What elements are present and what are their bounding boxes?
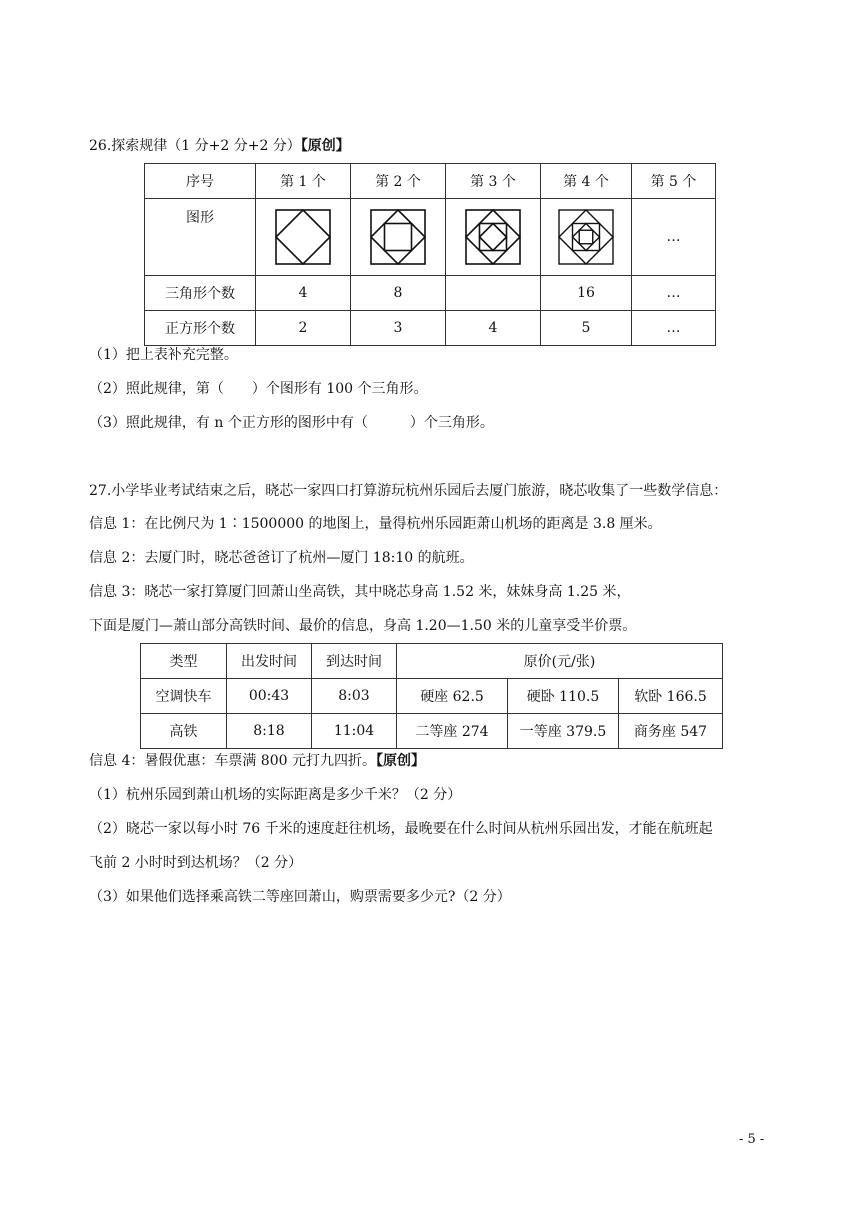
figure-2-cell — [351, 199, 446, 276]
figure-3-cell — [446, 199, 541, 276]
train-cell: 8:03 — [312, 679, 397, 714]
q26-title — [89, 137, 350, 155]
header-cell: 序号 — [145, 164, 256, 199]
q26-sub2: （2）照此规律，第（ ）个图形有 100 个三角形。 — [89, 381, 428, 397]
square-count-cell: 4 — [446, 311, 541, 346]
figure-1 — [273, 207, 333, 267]
q27-info3b: 下面是厦门—萧山部分高铁时间、最价的信息，身高 1.20—1.50 米的儿童享受半价票。 — [89, 618, 637, 634]
q27-sub2: （2）晓芯一家以每小时 76 千米的速度赶往机场，最晚要在什么时间从杭州乐园出发，才能在航班起 — [89, 821, 713, 837]
q27-sub2b: 飞前 2 小时时到达机场？（2 分） — [89, 855, 303, 871]
train-cell: 00:43 — [227, 679, 312, 714]
pattern-figure-row — [145, 199, 716, 276]
figure-4 — [556, 207, 616, 267]
triangle-count-label: 三角形个数 — [145, 276, 256, 311]
figure-2 — [368, 207, 428, 267]
train-cell: 二等座 274 — [397, 714, 508, 749]
header-cell: 第 1 个 — [256, 164, 351, 199]
square-count-cell: … — [632, 311, 716, 346]
q27-info4 — [89, 752, 425, 770]
triangle-count-cell: 4 — [256, 276, 351, 311]
train-row — [141, 714, 723, 749]
train-cell: 8:18 — [227, 714, 312, 749]
header-cell: 第 4 个 — [541, 164, 632, 199]
triangle-count-cell: 16 — [541, 276, 632, 311]
q27-info1: 信息 1：在比例尺为 1∶1500000 的地图上，量得杭州乐园距萧山机场的距离是 3.8 厘米。 — [89, 516, 662, 532]
train-cell: 高铁 — [141, 714, 227, 749]
q27-intro: 27.小学毕业考试结束之后，晓芯一家四口打算游玩杭州乐园后去厦门旅游，晓芯收集了一些数学信息： — [89, 483, 728, 499]
q26-sub1: （1）把上表补充完整。 — [89, 347, 238, 363]
train-cell: 一等座 379.5 — [508, 714, 619, 749]
train-table — [140, 643, 723, 749]
pattern-table — [144, 163, 716, 346]
square-count-cell: 3 — [351, 311, 446, 346]
header-cell: 出发时间 — [227, 644, 312, 679]
header-cell: 第 3 个 — [446, 164, 541, 199]
q26-sub3: （3）照此规律，有 n 个正方形的图形中有（ ）个三角形。 — [89, 415, 494, 431]
triangle-count-cell: 8 — [351, 276, 446, 311]
train-cell: 空调快车 — [141, 679, 227, 714]
figure-label: 图形 — [145, 199, 256, 276]
q27-info4-text: 信息 4：暑假优惠：车票满 800 元打九四折。 — [89, 753, 376, 769]
header-cell: 第 2 个 — [351, 164, 446, 199]
train-cell: 软卧 166.5 — [619, 679, 723, 714]
q27-info2: 信息 2：去厦门时，晓芯爸爸订了杭州—厦门 18:10 的航班。 — [89, 550, 474, 566]
header-cell: 类型 — [141, 644, 227, 679]
square-count-row — [145, 311, 716, 346]
figure-3 — [463, 207, 523, 267]
q27-info3: 信息 3：晓芯一家打算厦门回萧山坐高铁，其中晓芯身高 1.52 米，妹妹身高 1.25 米， — [89, 584, 631, 600]
pattern-header-row — [145, 164, 716, 199]
q27-sub3: （3）如果他们选择乘高铁二等座回萧山，购票需要多少元?（2 分） — [89, 889, 511, 905]
triangle-count-row — [145, 276, 716, 311]
q27-info4-tag: 【原创】 — [375, 753, 425, 769]
q26-tag: 【原创】 — [300, 138, 350, 154]
header-cell: 第 5 个 — [632, 164, 716, 199]
q27-sub1: （1）杭州乐园到萧山机场的实际距离是多少千米？（2 分） — [89, 787, 462, 803]
q26-title-text: 26.探索规律（1 分+2 分+2 分） — [89, 138, 301, 154]
figure-5-cell: … — [632, 199, 716, 276]
train-header-row — [141, 644, 723, 679]
square-count-label: 正方形个数 — [145, 311, 256, 346]
square-count-cell: 2 — [256, 311, 351, 346]
figure-4-cell — [541, 199, 632, 276]
train-row — [141, 679, 723, 714]
figure-1-cell — [256, 199, 351, 276]
page-number: - 5 - — [739, 1132, 765, 1147]
header-cell: 到达时间 — [312, 644, 397, 679]
train-cell: 硬卧 110.5 — [508, 679, 619, 714]
triangle-count-cell: … — [632, 276, 716, 311]
header-cell: 原价(元/张) — [397, 644, 723, 679]
train-cell: 硬座 62.5 — [397, 679, 508, 714]
train-cell: 11:04 — [312, 714, 397, 749]
triangle-count-blank[interactable] — [446, 276, 541, 311]
train-cell: 商务座 547 — [619, 714, 723, 749]
square-count-cell: 5 — [541, 311, 632, 346]
